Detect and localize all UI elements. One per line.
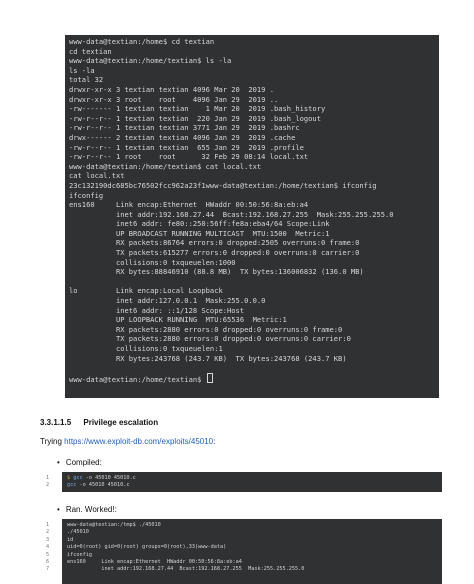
terminal-line: -rw-r--r-- 1 textian textian 220 Jan 29 2019 .bash_logout [69, 113, 321, 123]
code-line: uid=0(root) gid=0(root) groups=0(root),33(www-data) [67, 544, 227, 551]
compiled-label: Compiled: [65, 458, 102, 467]
exploit-link[interactable]: https://www.exploit-db.com/exploits/45010 [64, 437, 214, 446]
terminal-line: inet6 addr: ::1/128 Scope:Host [69, 305, 245, 315]
terminal-line: ls -la [69, 65, 95, 75]
terminal-line: collisions:0 txqueuelen:1000 [69, 257, 236, 267]
bullet-worked [57, 505, 117, 514]
terminal-line: total 32 [69, 75, 104, 85]
line-number: 1 [46, 475, 50, 481]
terminal-line: TX packets:615277 errors:0 dropped:0 overruns:0 carrier:0 [69, 248, 360, 258]
terminal-line: cd textian [69, 46, 112, 56]
terminal-screenshot [65, 35, 439, 398]
compiled-line-numbers [46, 475, 49, 490]
line-number: 3 [46, 536, 50, 543]
terminal-line: TX packets:2880 errors:0 dropped:0 overruns:0 carrier:0 [69, 334, 351, 344]
code-line: www-data@textian:/tmp$ ./45010 [67, 522, 161, 528]
line-number: 2 [46, 482, 50, 489]
code-line: ens160 Link encap:Ethernet HWaddr 00:50:56:8a:eb:a4 [67, 559, 242, 566]
terminal-line: 23c132190dc685bc76502fcc962a23f1www-data@textian:/home/textian$ ifconfig [69, 180, 377, 190]
terminal-line: www-data@textian:/home/textian$ [69, 374, 206, 384]
terminal-line: RX packets:86764 errors:0 dropped:2505 overruns:0 frame:0 [69, 238, 360, 248]
bullet-compiled [57, 458, 102, 467]
worked-label: Ran. Worked!: [65, 505, 117, 514]
line-number: 2 [46, 529, 50, 536]
terminal-line: RX bytes:88846910 (88.8 MB) TX bytes:136006832 (136.0 MB) [69, 267, 364, 277]
trying-paragraph [40, 437, 215, 446]
code-line: $ gcc -o 45010 45010.c [67, 475, 136, 481]
terminal-line: -rw-r--r-- 1 textian textian 655 Jan 29 2019 .profile [69, 142, 304, 152]
section-title: Privilege escalation [83, 418, 159, 427]
section-number: 3.3.1.1.5 [40, 418, 72, 427]
line-number: 6 [46, 559, 50, 566]
line-number: 4 [46, 544, 50, 551]
terminal-line: UP BROADCAST RUNNING MULTICAST MTU:1500 Metric:1 [69, 228, 330, 238]
code-line: id [67, 536, 74, 543]
code-line: ifconfig [67, 551, 92, 558]
terminal-line: RX packets:2880 errors:0 dropped:0 overruns:0 frame:0 [69, 324, 343, 334]
terminal-line: drwxr-xr-x 3 textian textian 4096 Mar 20 2019 . [69, 84, 274, 94]
line-number: 1 [46, 522, 50, 528]
code-line: gcc -o 45010 45010.c [67, 482, 130, 489]
compiled-code-block [62, 472, 442, 492]
bullet-dot-icon: • [57, 505, 60, 514]
code-line: inet addr:192.168.27.44 Bcast:192.168.27.255 Mask:255.255.255.0 [67, 566, 305, 573]
worked-line-numbers [46, 522, 49, 574]
code-line: ./45010 [67, 529, 89, 536]
terminal-line: -rw-r--r-- 1 textian textian 3771 Jan 29 2019 .bashrc [69, 123, 300, 133]
terminal-line: -rw-r--r-- 1 root root 32 Feb 29 08:14 local.txt [69, 152, 309, 162]
terminal-line: drwx------ 2 textian textian 4096 Jan 29 2019 .cache [69, 132, 296, 142]
terminal-line: collisions:0 txqueuelen:1 [69, 344, 223, 353]
terminal-line: RX bytes:243768 (243.7 KB) TX bytes:243768 (243.7 KB) [69, 353, 347, 363]
terminal-line: ifconfig [69, 190, 104, 200]
terminal-line: drwxr-xr-x 3 root root 4096 Jan 29 2019 .. [69, 94, 279, 104]
terminal-output [65, 35, 439, 384]
terminal-line: cat local.txt [69, 171, 125, 181]
terminal-line: inet addr:127.0.0.1 Mask:255.0.0.0 [69, 296, 266, 306]
section-heading [40, 418, 158, 427]
terminal-line: ens160 Link encap:Ethernet HWaddr 00:50:56:8a:eb:a4 [69, 200, 309, 210]
terminal-line: www-data@textian:/home/textian$ cat local.txt [69, 161, 262, 171]
terminal-line: inet6 addr: fe80::250:56ff:fe8a:eba4/64 Scope:Link [69, 219, 330, 229]
line-number: 7 [46, 566, 50, 573]
bullet-dot-icon: • [57, 458, 60, 467]
trying-prefix: Trying [40, 437, 65, 446]
worked-code-block [62, 519, 442, 584]
terminal-line: www-data@textian:/home/textian$ ls -la [69, 56, 232, 66]
terminal-line: inet addr:192.168.27.44 Bcast:192.168.27.255 Mask:255.255.255.0 [69, 209, 394, 219]
line-number: 5 [46, 551, 50, 558]
cursor-icon [207, 373, 213, 383]
terminal-line: www-data@textian:/home$ cd textian [69, 37, 215, 46]
terminal-line: UP LOOPBACK RUNNING MTU:65536 Metric:1 [69, 315, 287, 325]
trying-suffix: : [213, 437, 216, 446]
terminal-line: lo Link encap:Local Loopback [69, 286, 223, 296]
terminal-line: -rw------- 1 textian textian 1 Mar 20 2019 .bash_history [69, 104, 326, 114]
